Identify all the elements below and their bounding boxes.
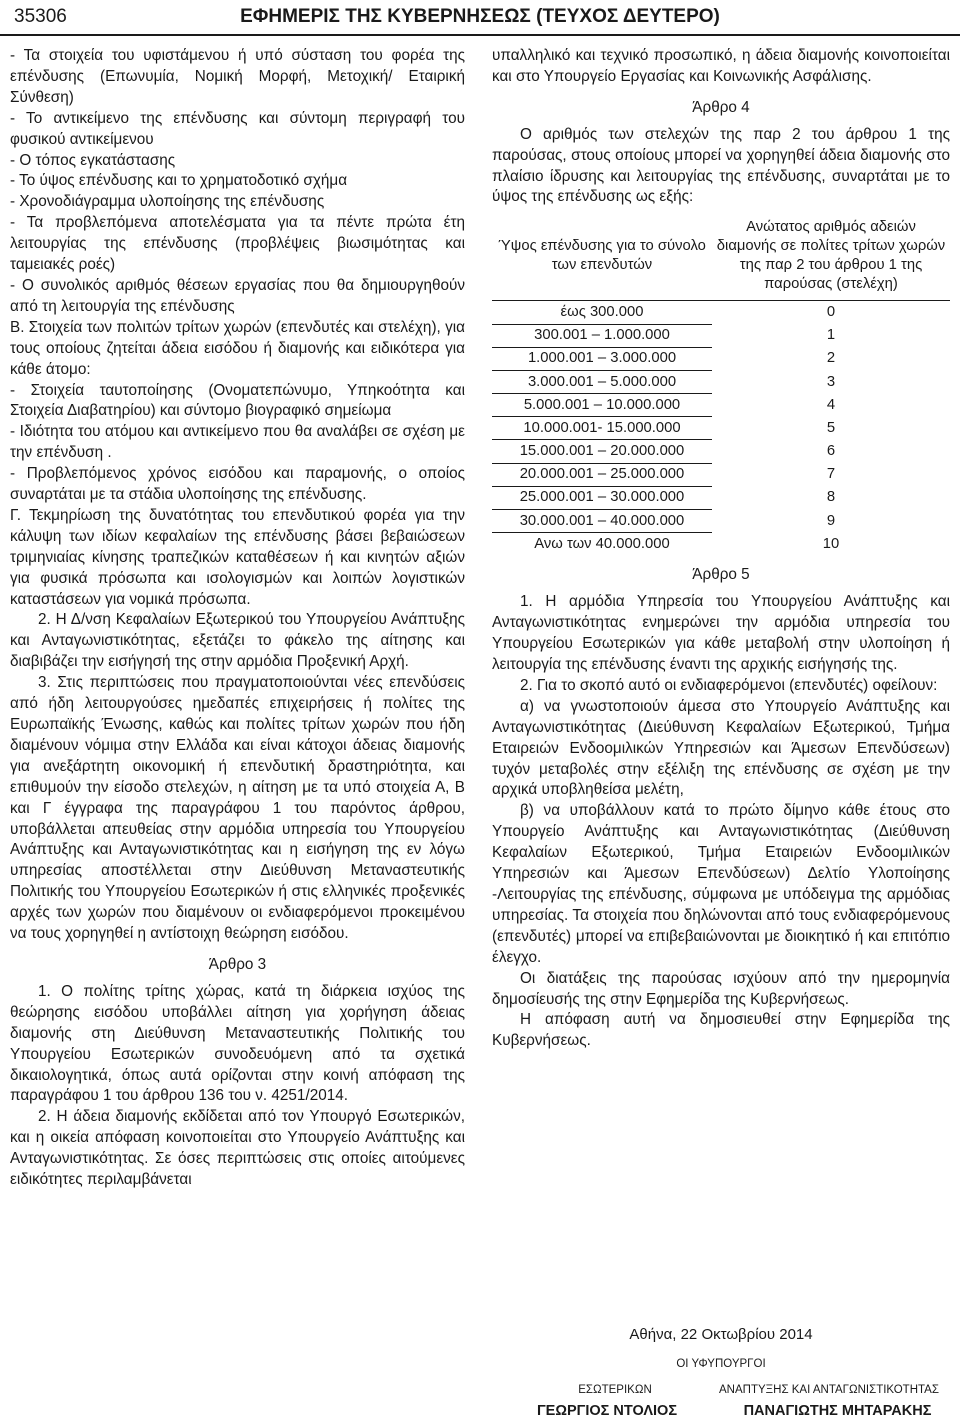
- value-cell: 3: [826, 373, 836, 390]
- range-cell: Ανω των 40.000.000: [534, 535, 670, 552]
- table-row: [492, 417, 950, 440]
- range-cell: 30.000.001 – 40.000.000: [492, 510, 712, 533]
- table-row: [492, 301, 950, 324]
- table-row: [492, 394, 950, 417]
- table-row: [492, 510, 950, 533]
- paragraph: υπαλληλικό και τεχνικό προσωπικό, η άδεια διαμονής κοινοποιείται και στο Υπουργείο Εργασίας και Κοινωνικής Ασφάλισης.: [492, 47, 950, 85]
- paragraph: - Ο τόπος εγκατάστασης: [10, 151, 176, 169]
- signatory-name: ΠΑΝΑΓΙΩΤΗΣ ΜΗΤΑΡΑΚΗΣ: [743, 1403, 932, 1419]
- range-cell: 15.000.001 – 20.000.000: [492, 440, 712, 463]
- article-heading: Άρθρο 4: [692, 98, 750, 116]
- paragraph: - Ο συνολικός αριθμός θέσεων εργασίας που θα δημιουργηθούν από τη λειτουργία της επένδυσης: [10, 276, 465, 315]
- table-row: [492, 533, 950, 556]
- signatory-name: ΓΕΩΡΓΙΟΣ ΝΤΟΛΙΟΣ: [536, 1403, 678, 1419]
- value-cell: 1: [826, 327, 836, 344]
- paragraph: α) να γνωστοποιούν άμεσα στο Υπουργείο Ανάπτυξης και Ανταγωνιστικότητας (Διεύθυνση Κεφαλαίων Εξωτερικού, Τμήμα Εταιρειών Ενδοομιλικών Υπηρεσιών και Άμεσων Επενδύσεων) τυχόν μεταβολές στην εξέλιξη της επένδυσης σε σχέση με την αρχικά υποβληθείσα μελέτη,: [492, 697, 950, 799]
- value-cell: 7: [826, 466, 836, 483]
- right-column: [492, 46, 950, 1052]
- paragraph: - Το αντικείμενο της επένδυσης και σύντομη περιγραφή του φυσικού αντικείμενου: [10, 109, 465, 148]
- range-cell: 1.000.001 – 3.000.000: [492, 347, 712, 370]
- table-row: [492, 347, 950, 370]
- paragraph: - Τα στοιχεία του υφιστάμενου ή υπό σύσταση του φορέα της επένδυσης (Επωνυμία, Νομική Μορφή, Μετοχική/ Εταιρική Σύνθεση): [10, 47, 465, 106]
- article-heading: Άρθρο 3: [208, 955, 267, 973]
- value-cell: 10: [822, 535, 840, 552]
- paragraph: - Ιδιότητα του ατόμου και αντικείμενο που θα αναλάβει σε σχέση με την επένδυση .: [10, 423, 465, 462]
- paragraph: Οι διατάξεις της παρούσας ισχύουν από την ημερομηνία δημοσίευσής της στην Εφημερίδα της Κυβερνήσεως.: [492, 969, 950, 1008]
- investment-table: [492, 216, 950, 555]
- signature-ministry: ΑΝΑΠΤΥΞΗΣ ΚΑΙ ΑΝΤΑΓΩΝΙΣΤΙΚΟΤΗΤΑΣ: [719, 1384, 939, 1396]
- paragraph: 1. Η αρμόδια Υπηρεσία του Υπουργείου Ανάπτυξης και Ανταγωνιστικότητας ενημερώνει την αρμόδια υπηρεσία του Υπουργείου Εσωτερικών για κάθε μεταβολή στην υλοποίηση ή λειτουργία της επένδυσης έναντι της αρχικής εισήγησής της.: [492, 593, 950, 674]
- column-header: Ανώτατος αριθμός αδειών διαμονής σε πολίτες τρίτων χωρών της παρ 2 του άρθρου 1 της παρούσας (στελέχη): [712, 216, 950, 301]
- page-header: [14, 2, 946, 32]
- value-cell: 8: [826, 489, 836, 506]
- value-cell: 6: [826, 443, 836, 460]
- header-rule: [0, 34, 960, 36]
- paragraph: β) να υποβάλλουν κατά το πρώτο δίμηνο κάθε έτους στο Υπουργείο Ανάπτυξης και Ανταγωνιστικότητας (Διεύθυνση Κεφαλαίων Εξωτερικού, Τμήμα Εταιρειών Ενδοομιλικών Υπηρεσιών και Άμεσων Επενδύσεων) Δελτίο Υλοποίησης -Λειτουργίας της επένδυσης, σύμφωνα με υπόδειγμα της αρμόδιας υπηρεσίας. Τα στοιχεία που δηλώνονται από τους ενδιαφερόμενους (επενδυτές) μπορεί να επιβεβαιώνονται με διοικητικό ή και επιτόπιο έλεγχο.: [492, 802, 950, 966]
- paragraph: - Το ύψος επένδυσης και το χρηματοδοτικό σχήμα: [10, 172, 348, 190]
- range-cell: 5.000.001 – 10.000.000: [492, 394, 712, 417]
- paragraph: - Τα προβλεπόμενα αποτελέσματα για τα πέντε πρώτα έτη λειτουργίας της επένδυσης (προβλέψεις βιωσιμότητας και ταμειακές ροές): [10, 214, 465, 274]
- value-cell: 9: [826, 512, 836, 529]
- range-cell: έως 300.000: [492, 301, 712, 324]
- paragraph: 1. Ο πολίτης τρίτης χώρας, κατά τη διάρκεια ισχύος της θεώρησης εισόδου υποβάλλει αίτηση για χορήγηση άδειας διαμονής στη Διεύθυνση Μεταναστευτικής Πολιτικής του Υπουργείου Εσωτερικών συνοδευόμενη από τα σχετικά δικαιολογητικά, όπως αυτά ορίζονται στην κοινή απόφαση της παραγράφου 1 του άρθρου 136 του ν. 4251/2014.: [10, 982, 465, 1105]
- value-cell: 0: [826, 304, 836, 321]
- paragraph: 2. Η Δ/νση Κεφαλαίων Εξωτερικού του Υπουργείου Ανάπτυξης και Ανταγωνιστικότητας, εξετάζει το φάκελο της αίτησης και διαβιβάζει την εισήγησή της στην αρμόδια Προξενική Αρχή.: [10, 611, 465, 671]
- paragraph: - Προβλεπόμενος χρόνος εισόδου και παραμονής, ο οποίος συναρτάται με τα στάδια υλοποίησης της επένδυσης.: [10, 465, 465, 504]
- range-cell: 25.000.001 – 30.000.000: [492, 486, 712, 509]
- signature-role: ΟΙ ΥΦΥΠΟΥΡΓΟΙ: [676, 1358, 766, 1370]
- value-cell: 2: [826, 350, 836, 367]
- range-cell: 300.001 – 1.000.000: [492, 324, 712, 347]
- paragraph: 2. Η άδεια διαμονής εκδίδεται από τον Υπουργό Εσωτερικών, και η οικεία απόφαση κοινοποιείται στο Υπουργείο Ανάπτυξης και Ανταγωνιστικότητας. Σε όσες περιπτώσεις στις οποίες αιτούμενες ειδικότητες περιλαμβάνεται: [10, 1108, 465, 1189]
- signature-date: Αθήνα, 22 Οκτωβρίου 2014: [629, 1326, 813, 1343]
- table-row: [492, 440, 950, 463]
- range-cell: 20.000.001 – 25.000.000: [492, 463, 712, 486]
- paragraph: Η απόφαση αυτή να δημοσιευθεί στην Εφημερίδα της Κυβερνήσεως.: [492, 1011, 950, 1050]
- paragraph: - Στοιχεία ταυτοποίησης (Ονοματεπώνυμο, Υπηκοότητα και Στοιχεία Διαβατηρίου) και σύντομο βιογραφικό σημείωμα: [10, 381, 465, 420]
- column-header: Ύψος επένδυσης για το σύνολο των επενδυτών: [492, 216, 712, 301]
- paragraph: 2. Για το σκοπό αυτό οι ενδιαφερόμενοι (επενδυτές) οφείλουν:: [520, 676, 938, 694]
- value-cell: 5: [826, 419, 836, 436]
- article-heading: Άρθρο 5: [692, 566, 750, 584]
- paragraph: Β. Στοιχεία των πολιτών τρίτων χωρών (επενδυτές και στελέχη), για τους οποίους ζητείται άδεια εισόδου ή διαμονής και ειδικότερα για κάθε άτομο:: [10, 318, 465, 378]
- table-row: [492, 370, 950, 393]
- gazette-title: ΕΦΗΜΕΡΙΣ ΤΗΣ ΚΥΒΕΡΝΗΣΕΩΣ (ΤΕΥΧΟΣ ΔΕΥΤΕΡΟ): [240, 6, 720, 27]
- table-row: [492, 463, 950, 486]
- paragraph: Γ. Τεκμηρίωση της δυνατότητας του επενδυτικού φορέα για την κάλυψη των ιδίων κεφαλαίων της επένδυσης βάσει βεβαιώσεων τριμηνιαίας κίνησης τραπεζικών καταθέσεων ή και κινητών αξιών για φυσικά πρόσωπα και ισολογισμών και λοιπών λογιστικών καταστάσεων για νομικά πρόσωπα.: [10, 506, 465, 608]
- range-cell: 10.000.001- 15.000.000: [492, 417, 712, 440]
- paragraph: 3. Στις περιπτώσεις που πραγματοποιούνται νέες επενδύσεις από ήδη λειτουργούσες ημεδαπές επιχειρήσεις ή πολίτες της Ευρωπαϊκής Ένωσης, καθώς και πολίτες τρίτων χωρών που ήδη διαμένουν νόμιμα στην Ελλάδα και είναι κάτοχοι άδειας διαμονής για ανεξάρτητη οικονομική ή επενδυτική δραστηριότητα, και επιθυμούν την είσοδο στελεχών, η αίτηση με τα υπό στοιχεία Α, Β και Γ έγγραφα της παραγράφου 1 του παρόντος άρθρου, υποβάλλεται απευθείας στην αρμόδια υπηρεσία του Υπουργείου Ανάπτυξης και Ανταγωνιστικότητας και η εισήγηση της εν λόγω υπηρεσίας αποστέλλεται στην Διεύθυνση Μεταναστευτικής Πολιτικής του Υπουργείου Εσωτερικών ή στις ελληνικές προξενικές αρχές των χωρών που διαμένουν οι ενδιαφερόμενοι προκειμένου να τους χορηγηθεί η αντίστοιχη θεώρηση εισόδου.: [10, 674, 465, 943]
- table-row: [492, 486, 950, 509]
- table-row: [492, 324, 950, 347]
- signature-ministry: ΕΣΩΤΕΡΙΚΩΝ: [578, 1384, 652, 1396]
- paragraph: Ο αριθμός των στελεχών της παρ 2 του άρθρου 1 της παρούσας, στους οποίους μπορεί να χορηγηθεί άδεια διαμονής στο πλαίσιο ίδρυσης και λειτουργίας της επένδυσης, συναρτάται με το ύψος της επένδυσης ως εξής:: [492, 125, 950, 206]
- left-column: [10, 46, 465, 1191]
- paragraph: - Χρονοδιάγραμμα υλοποίησης της επένδυσης: [10, 193, 325, 211]
- range-cell: 3.000.001 – 5.000.000: [492, 370, 712, 393]
- value-cell: 4: [826, 396, 836, 413]
- page-number: 35306: [14, 6, 67, 27]
